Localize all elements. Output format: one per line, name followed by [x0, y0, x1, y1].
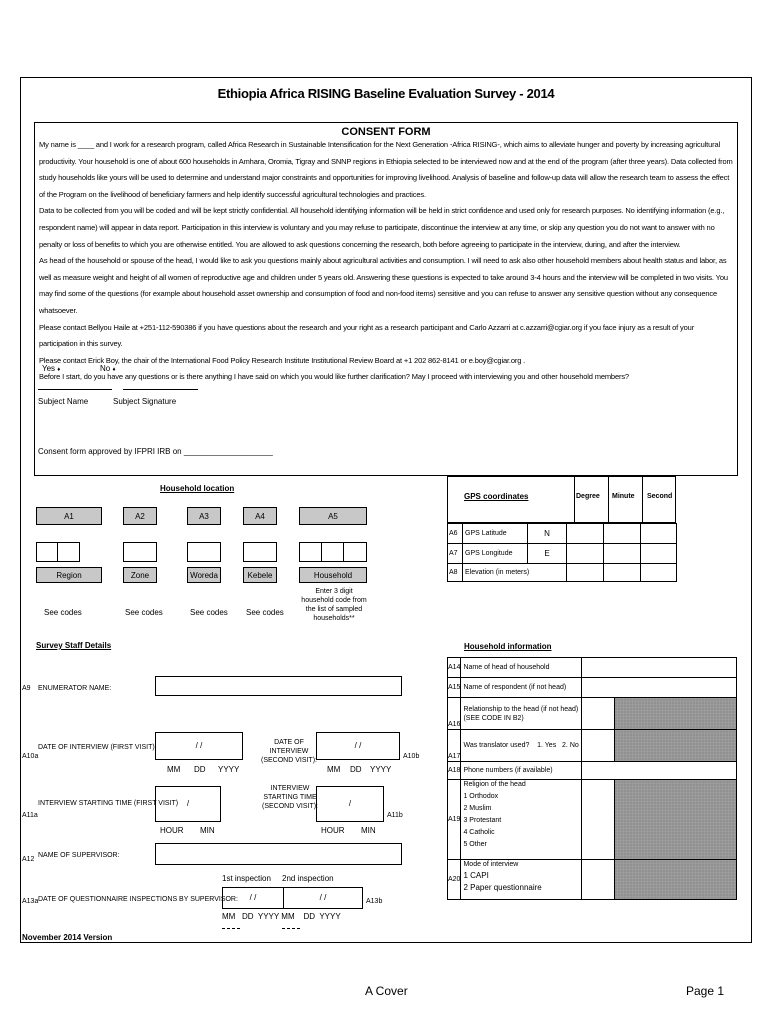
date-first-visit-label: DATE OF INTERVIEW (FIRST VISIT):	[38, 744, 157, 751]
gps-row-longitude	[448, 544, 677, 564]
consent-paragraph: As head of the household or spouse of the head, I would like to ask you questions mainly about agricultural activities and consumption. I will need to ask also other household members about health status and labor, as well as measure weight and height of all women of reproductive age and children under 5 years old. Answering these questions is expected to take around 3-4 hours and the interview will be completed in two visits. You may find some of the questions (for example about household asset ownership and consumption of food and non-food items) sensitive and you can refuse to answer any sensitive question without any consequence whatsoever.	[39, 256, 728, 315]
date-unit-yyyy: YYYY	[218, 765, 240, 774]
household-info-row	[448, 780, 737, 860]
supervisor-label: NAME OF SUPERVISOR:	[38, 852, 120, 859]
gps-elevation-input[interactable]	[604, 564, 641, 582]
see-codes-woreda: See codes	[190, 608, 228, 617]
option: 2 Muslim	[463, 805, 492, 812]
subject-name-label: Subject Name	[38, 397, 89, 406]
household-info-table	[447, 657, 737, 900]
yes-marker-icon: ♦	[57, 367, 61, 373]
gps-code: A8	[448, 564, 463, 582]
inspection-2-underline	[282, 928, 300, 929]
time-unit-min: MIN	[200, 826, 215, 835]
gps-code: A6	[448, 524, 463, 544]
consent-paragraph: Data to be collected from you will be coded and will be kept strictly confidential. All household identifying information will be held in strict confidence and used only for research purposes. No identifying information (e.g., respondent name) will appear in data report. Participation in this interview is voluntary and you may refuse to participate, discontinue the interview at any time, or skip any question you do not want to answer with no penalty or loss of benefits to which you are otherwise entitled. You are allowed to ask questions concerning the research, both before agreeing to participate in the interview, during, and after the interview.	[39, 206, 725, 249]
gps-elevation-input[interactable]	[567, 564, 604, 582]
gps-code: A7	[448, 544, 463, 564]
religion-input[interactable]	[581, 780, 614, 860]
see-codes-region: See codes	[44, 608, 82, 617]
time-unit-min: MIN	[361, 826, 376, 835]
woreda-input[interactable]	[187, 542, 221, 562]
subject-signature-line[interactable]	[123, 389, 198, 390]
shaded-cell	[614, 698, 736, 730]
label-woreda: Woreda	[187, 567, 221, 583]
row-label: Phone numbers (if available)	[461, 762, 581, 780]
row-label: Mode of interview	[463, 861, 519, 868]
row-code: A16	[448, 698, 461, 730]
date-slashes: / /	[354, 741, 362, 750]
consent-paragraph: Please contact Bellyou Haile at +251-112-590386 if you have questions about the research and your right as a research participant and Carlo Azzarri at c.azzarri@cgiar.org if you face injury as a result of your participation in this survey.	[39, 322, 695, 349]
date-unit-yyyy: YYYY	[370, 765, 392, 774]
mode-input[interactable]	[581, 860, 614, 900]
gps-row-latitude	[448, 524, 677, 544]
a12-code: A12	[22, 856, 35, 863]
gps-minute-input[interactable]	[604, 544, 641, 564]
sheet-name: A Cover	[365, 984, 408, 998]
household-info-row	[448, 698, 737, 730]
zone-input[interactable]	[123, 542, 157, 562]
religion-cell	[461, 780, 581, 860]
a13b-code: A13b	[366, 898, 383, 905]
inspection-1-date-input[interactable]	[222, 887, 284, 909]
code-a5: A5	[299, 507, 367, 525]
date-slashes: / /	[195, 741, 203, 750]
consent-paragraph: Please contact Erick Boy, the chair of the International Food Policy Research Institute Institutional Review Board at +1 202 862-8141 or e.boy@cgiar.org .	[39, 355, 526, 365]
row-code: A17	[448, 730, 461, 762]
household-info-row	[448, 678, 737, 698]
code-a3: A3	[187, 507, 221, 525]
date-unit-mm: MM	[327, 765, 341, 774]
household-input-3[interactable]	[343, 542, 367, 562]
start-time-first-input[interactable]	[155, 786, 221, 822]
date-slashes: / /	[319, 893, 327, 902]
page-title: Ethiopia Africa RISING Baseline Evaluation Survey - 2014	[217, 86, 555, 101]
version-label: November 2014 Version	[22, 933, 113, 942]
household-input-1[interactable]	[299, 542, 322, 562]
household-input-2[interactable]	[321, 542, 344, 562]
row-code: A18	[448, 762, 461, 780]
row-label: Name of head of household	[461, 658, 581, 678]
option: 4 Catholic	[463, 829, 495, 836]
gps-table	[447, 523, 677, 582]
gps-degree-input[interactable]	[567, 524, 604, 544]
a11a-code: A11a	[22, 812, 38, 819]
inspection-2-label: 2nd inspection	[282, 874, 334, 883]
inspection-date-units: MM DD YYYY MM DD YYYY	[222, 912, 341, 921]
gps-title: GPS coordinates	[464, 492, 529, 501]
household-info-row	[448, 762, 737, 780]
inspection-2-date-input[interactable]	[283, 887, 363, 909]
label-zone: Zone	[123, 567, 157, 583]
date-second-visit-input[interactable]	[316, 732, 400, 760]
option: 2 Paper questionnaire	[463, 883, 542, 892]
row-code: A14	[448, 658, 461, 678]
code-a1: A1	[36, 507, 102, 525]
shaded-cell	[614, 860, 736, 900]
row-label: Was translator used? 1. Yes 2. No	[461, 730, 581, 762]
row-label: Relationship to the head (if not head) (SEE CODE IN B2)	[461, 698, 581, 730]
region-input-2[interactable]	[57, 542, 80, 562]
yes-label: Yes	[42, 364, 56, 373]
head-name-input[interactable]	[581, 658, 736, 678]
time-slash: /	[186, 799, 190, 808]
gps-degree-input[interactable]	[567, 544, 604, 564]
supervisor-name-input[interactable]	[155, 843, 402, 865]
no-label: No	[100, 364, 111, 373]
region-input-1[interactable]	[36, 542, 58, 562]
gps-minute-input[interactable]	[604, 524, 641, 544]
mode-cell	[461, 860, 581, 900]
date-slashes: / /	[249, 893, 257, 902]
start-time-second-label: INTERVIEW STARTING TIME (SECOND VISIT):	[262, 785, 319, 810]
gps-second-input[interactable]	[641, 524, 677, 544]
option: 1 Orthodox	[463, 793, 499, 800]
gps-label: GPS Longitude	[463, 544, 528, 564]
label-region: Region	[36, 567, 102, 583]
date-unit-dd: DD	[350, 765, 362, 774]
consent-yes-option[interactable]	[42, 364, 60, 375]
option: 5 Other	[463, 841, 487, 848]
time-unit-hour: HOUR	[160, 826, 184, 835]
gps-label: Elevation (in meters)	[463, 564, 567, 582]
start-time-first-label: INTERVIEW STARTING TIME (FIRST VISIT)	[38, 800, 179, 807]
household-location-title: Household location	[160, 484, 235, 493]
enumerator-name-input[interactable]	[155, 676, 402, 696]
household-info-row	[448, 730, 737, 762]
consent-heading: CONSENT FORM	[341, 126, 431, 138]
survey-staff-title: Survey Staff Details	[36, 641, 112, 650]
consent-form	[34, 122, 738, 476]
row-label: Name of respondent (if not head)	[461, 678, 581, 698]
see-codes-zone: See codes	[125, 608, 163, 617]
gps-header-second: Second	[647, 493, 673, 500]
row-code: A15	[448, 678, 461, 698]
gps-dir: E	[528, 544, 567, 564]
see-codes-kebele: See codes	[246, 608, 284, 617]
a9-code: A9	[22, 685, 31, 692]
shaded-cell	[614, 780, 736, 860]
consent-paragraph: My name is ____ and I work for a research program, called Africa Research in Sustainable Intensification for the Next Generation -Africa RISING-, which aims to alleviate hunger and poverty by increasing agricultural productivity. Your household is one of about 600 households in Amhara, Oromia, Tigray and SNNP regions in Ethiopia selected to be interviewed now and at the end of the program (after three years). Data collected from study households like yours will be used to determine and understand major constraints and opportunities for improving livelihood. Analysis of baseline and follow-up data will allow the research team to assess the effect of the Program on the livelihood of beneficiary farmers and help identify successful agricultural technologies and practices.	[39, 140, 733, 199]
row-label: Religion of the head	[463, 781, 526, 788]
date-second-visit-label: DATE OF INTERVIEW (SECOND VISIT):	[260, 739, 317, 764]
respondent-name-input[interactable]	[581, 678, 736, 698]
shaded-cell	[614, 730, 736, 762]
subject-name-line[interactable]	[38, 389, 112, 390]
gps-elevation-input[interactable]	[641, 564, 677, 582]
label-kebele: Kebele	[243, 567, 277, 583]
consent-paragraph: Before I start, do you have any questions or is there anything I have said on which you would like further clarification? May I proceed with interviewing you and other household members?	[39, 372, 629, 382]
household-info-title: Household information	[464, 642, 552, 651]
label-household: Household	[299, 567, 367, 583]
enumerator-label: ENUMERATOR NAME:	[38, 685, 112, 692]
no-marker-icon: ♦	[112, 367, 116, 373]
date-unit-dd: DD	[194, 765, 206, 774]
gps-header-minute: Minute	[612, 493, 635, 500]
phone-input[interactable]	[581, 762, 736, 780]
code-a2: A2	[123, 507, 157, 525]
gps-dir: N	[528, 524, 567, 544]
kebele-input[interactable]	[243, 542, 277, 562]
a10b-code: A10b	[403, 753, 420, 760]
time-slash: /	[348, 799, 352, 808]
irb-approval: Consent form approved by IFPRI IRB on ____________________	[38, 447, 273, 456]
row-code: A19	[448, 780, 461, 860]
gps-label: GPS Latitude	[463, 524, 528, 544]
code-a4: A4	[243, 507, 277, 525]
date-unit-mm: MM	[167, 765, 181, 774]
subject-signature-label: Subject Signature	[113, 397, 177, 406]
row-code: A20	[448, 860, 461, 900]
gps-second-input[interactable]	[641, 544, 677, 564]
household-code-note: Enter 3 digit household code from the list of sampled households**	[301, 588, 367, 622]
date-first-visit-input[interactable]	[155, 732, 243, 760]
page-number: Page 1	[686, 984, 725, 998]
household-info-row	[448, 860, 737, 900]
time-unit-hour: HOUR	[321, 826, 345, 835]
a13a-code: A13a	[22, 898, 39, 905]
gps-header-degree: Degree	[576, 493, 600, 500]
start-time-second-input[interactable]	[316, 786, 384, 822]
consent-no-option[interactable]	[100, 364, 116, 375]
gps-row-elevation	[448, 564, 677, 582]
relationship-input[interactable]	[581, 698, 614, 730]
translator-input[interactable]	[581, 730, 614, 762]
inspection-1-underline	[222, 928, 240, 929]
household-info-row	[448, 658, 737, 678]
a10a-code: A10a	[22, 753, 39, 760]
inspection-1-label: 1st inspection	[222, 874, 271, 883]
inspection-date-label: DATE OF QUESTIONNAIRE INSPECTIONS BY SUPERVISOR:	[38, 896, 238, 903]
a11b-code: A11b	[387, 812, 403, 819]
option: 3 Protestant	[463, 817, 502, 824]
option: 1 CAPI	[463, 871, 489, 880]
